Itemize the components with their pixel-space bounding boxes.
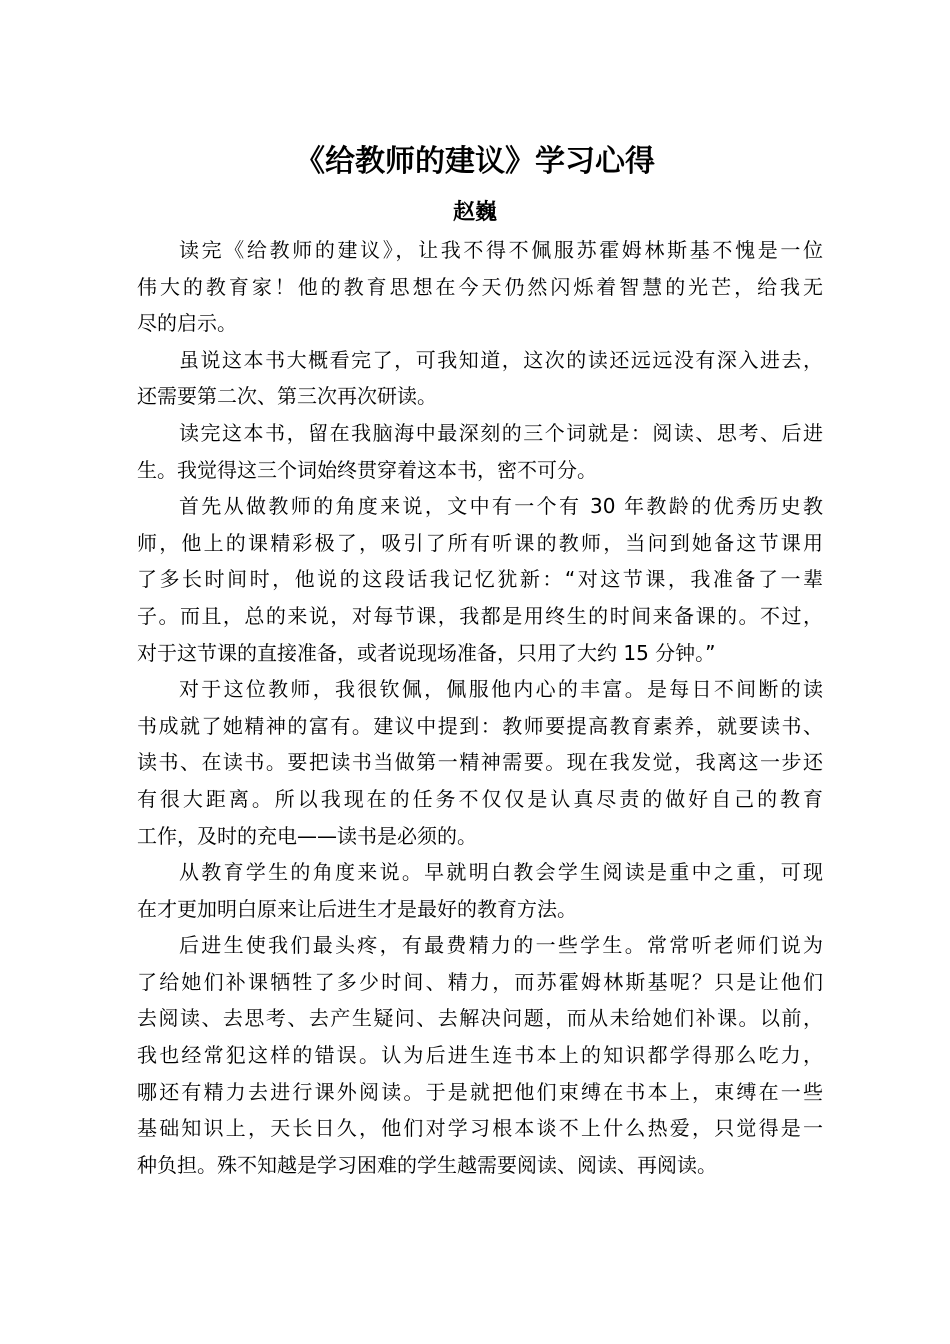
paragraph-line: 生。我觉得这三个词始终贯穿着这本书，密不可分。 — [137, 457, 597, 482]
document-body — [137, 232, 823, 1183]
paragraph-line: 从教育学生的角度来说。早就明白教会学生阅读是重中之重，可现 — [179, 860, 823, 885]
paragraph-line: 师，他上的课精彩极了，吸引了所有听课的教师，当问到她备这节课用 — [137, 530, 823, 555]
paragraph — [137, 671, 823, 854]
paragraph-line: 了给她们补课牺牲了多少时间、精力，而苏霍姆林斯基呢？只是让他们 — [137, 969, 823, 994]
paragraph — [137, 488, 823, 671]
paragraph-line: 去阅读、去思考、去产生疑问、去解决问题，而从未给她们补课。以前， — [137, 1006, 823, 1031]
paragraph — [137, 415, 823, 488]
paragraph-line: 还需要第二次、第三次再次研读。 — [137, 384, 437, 409]
paragraph — [137, 927, 823, 1183]
paragraph-line: 基础知识上，天长日久，他们对学习根本谈不上什么热爱，只觉得是一 — [137, 1116, 823, 1141]
paragraph-line: 工作，及时的充电——读书是必须的。 — [137, 823, 477, 848]
paragraph-line: 后进生使我们最头疼，有最费精力的一些学生。常常听老师们说为 — [179, 933, 823, 958]
paragraph-line: 书成就了她精神的富有。建议中提到：教师要提高教育素养，就要读书、 — [137, 713, 823, 738]
paragraph-line: 对于这位教师，我很钦佩，佩服他内心的丰富。是每日不间断的读 — [179, 677, 823, 702]
paragraph-line: 我也经常犯这样的错误。认为后进生连书本上的知识都学得那么吃力， — [137, 1043, 823, 1068]
paragraph-line: 种负担。殊不知越是学习困难的学生越需要阅读、阅读、再阅读。 — [137, 1152, 717, 1177]
paragraph-line: 虽说这本书大概看完了，可我知道，这次的读还远远没有深入进去， — [179, 347, 823, 372]
document-title: 《给教师的建议》学习心得 — [295, 144, 655, 179]
paragraph-line: 读书、在读书。要把读书当做第一精神需要。现在我发觉，我离这一步还 — [137, 750, 823, 775]
paragraph-line: 哪还有精力去进行课外阅读。于是就把他们束缚在书本上，束缚在一些 — [137, 1079, 823, 1104]
paragraph-line: 尽的启示。 — [137, 311, 237, 336]
paragraph-line: 有很大距离。所以我现在的任务不仅仅是认真尽责的做好自己的教育 — [137, 786, 823, 811]
paragraph-line: 子。而且，总的来说，对每节课，我都是用终生的时间来备课的。不过， — [137, 603, 823, 628]
paragraph — [137, 342, 823, 415]
paragraph-line: 在才更加明白原来让后进生才是最好的教育方法。 — [137, 896, 577, 921]
paragraph-line: 了多长时间时，他说的这段话我记忆犹新：“对这节课，我准备了一辈 — [137, 567, 823, 592]
document-author: 赵巍 — [452, 200, 497, 225]
paragraph-line: 读完这本书，留在我脑海中最深刻的三个词就是：阅读、思考、后进 — [179, 420, 823, 445]
paragraph — [137, 854, 823, 927]
paragraph-line: 伟大的教育家！他的教育思想在今天仍然闪烁着智慧的光芒，给我无 — [137, 274, 823, 299]
paragraph-line: 对于这节课的直接准备，或者说现场准备，只用了大约 15 分钟。” — [137, 640, 716, 665]
paragraph-line: 读完《给教师的建议》，让我不得不佩服苏霍姆林斯基不愧是一位 — [179, 238, 823, 262]
paragraph-line: 首先从做教师的角度来说，文中有一个有 30 年教龄的优秀历史教 — [179, 494, 823, 519]
paragraph — [137, 232, 823, 342]
